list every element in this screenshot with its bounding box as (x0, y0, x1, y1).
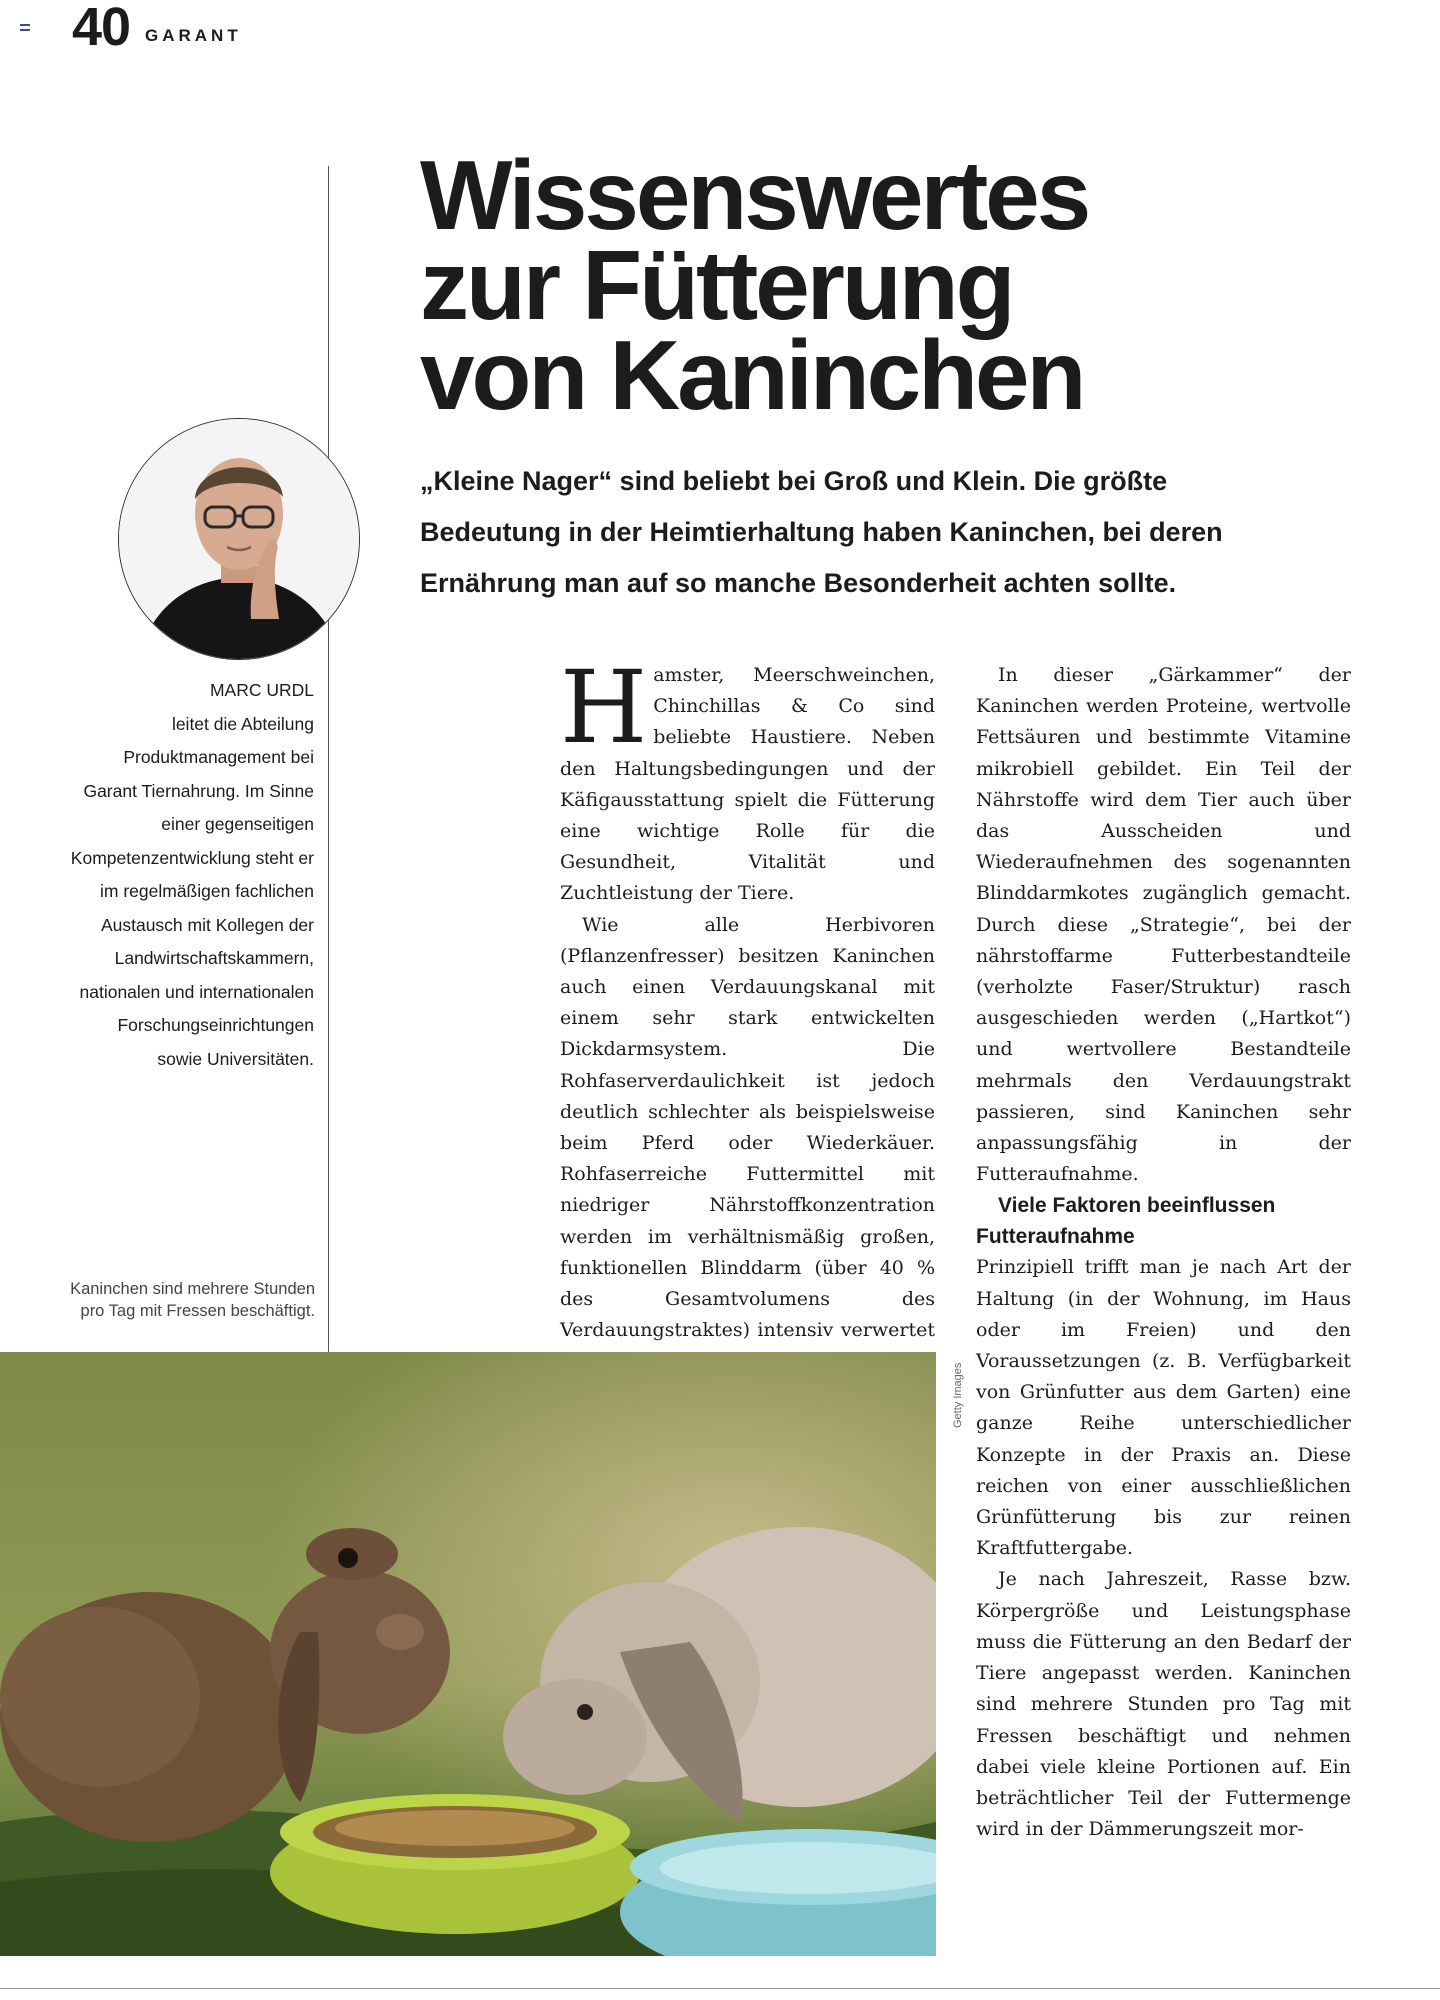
article-paragraph-3: In dieser „Gärkammer“ der Kaninchen werden Proteine, wertvolle Fettsäuren und bestimmte Vitamine mikrobiell gebildet. Ein Teil der Nährstoffe wird dem Tier auch über das Ausscheiden und Wiederaufnehmen des sogenannten Blinddarmkotes zugänglich gemacht. Durch diese „Strategie“, bei der nährstoffarme Futterbestandteile (verholzte Faser/Struktur) rasch ausgeschieden werden („Hartkot“) und wertvollere Bestandteile mehrmals den Verdauungstrakt passieren, sind Kaninchen sehr anpassungsfähig in der Futteraufnahme. (976, 664, 1351, 1186)
title-line-3: von Kaninchen (420, 320, 1084, 430)
title-line-2: zur Fütterung (420, 230, 1013, 340)
author-name: MARC URDL (209, 680, 314, 700)
portrait-illustration (119, 419, 359, 659)
photo-credit (938, 1352, 964, 1432)
author-portrait (118, 418, 360, 660)
rabbit-photo-illustration (0, 1352, 936, 1956)
photo-caption: Kaninchen sind mehrere Stunden pro Tag mit Fressen beschäftigt. (70, 1280, 315, 1320)
title-line-1: Wissenswertes (420, 140, 1089, 250)
article-paragraph-4: Prinzipiell trifft man je nach Art der Haltung (in der Wohnung, im Haus oder im Freien) und den Voraussetzungen (z. B. Verfügbarkeit von Grünfutter aus dem Garten) eine ganze Reihe unterschiedlicher Konzepte in der Praxis an. Diese reichen von einer ausschließlichen Grünfütterung bis zur reinen Kraftfuttergabe. (976, 1256, 1351, 1560)
brand-name: GARANT (145, 26, 242, 45)
menu-icon[interactable] (20, 24, 30, 34)
article-paragraph-1 (560, 649, 935, 910)
column-divider (328, 166, 329, 1352)
article-paragraph-5: Je nach Jahreszeit, Rasse bzw. Körpergröße und Leistungsphase muss die Fütterung an den Bedarf der Tiere angepasst werden. Kaninchen sind mehrere Stunden pro Tag mit Fressen beschäftigt und nehmen dabei viele kleine Portionen auf. Ein beträchtlicher Teil der Futtermenge wird in der Dämmerungszeit mor- (976, 1568, 1351, 1841)
article-paragraph-2: Wie alle Herbivoren (Pflanzenfresser) besitzen Kaninchen auch einen Verdauungskanal mit einem sehr stark entwickelten Dickdarmsystem. Die Rohfaserverdaulichkeit ist jedoch deutlich schlechter als beispielsweise beim Pferd oder Wiederkäuer. Rohfaserreiche Futtermittel mit niedriger Nährstoffkonzentration werden im verhältnismäßig großen, funktionellen Blinddarm (über 40 % des Gesamtvolumens des Verdauungstraktes) intensiv verwertet (560, 913, 935, 1342)
article-column-2 (976, 660, 1351, 1845)
article-title (420, 140, 1380, 430)
photo-credit-text: Getty Images (952, 1362, 964, 1428)
section-subheading: Viele Faktoren beeinflussen Futteraufnahme (976, 1194, 1276, 1249)
article-column-1 (560, 649, 935, 1378)
author-bio (70, 674, 314, 1076)
author-description: leitet die Abteilung Produktmanagement bei Garant Tiernahrung. Im Sinne einer gegenseitigen Kompetenzentwicklung steht er im regelmäßigen fachlichen Austausch mit Kollegen der Landwirtschaftskammern, nationalen und internationalen Forschungseinrichtungen sowie Universitäten. (70, 713, 314, 1069)
bottom-rule (0, 1988, 1440, 1989)
rabbit-photo (0, 1352, 936, 1956)
page-number: 40 (72, 0, 131, 57)
paragraph-1-text: amster, Meerschweinchen, Chinchillas & Co sind beliebte Haustiere. Neben den Haltungsbedingungen und der Käfigausstattung spielt die Fütterung eine wichtige Rolle für die Gesundheit, Vitalität und Zuchtleistung der Tiere. (560, 664, 935, 905)
drop-cap: H (560, 649, 648, 766)
lead-paragraph: „Kleine Nager“ sind beliebt bei Groß und Klein. Die größte Bedeutung in der Heimtierhaltung haben Kaninchen, bei deren Ernährung man auf so manche Besonderheit achten sollte. (420, 466, 1223, 598)
